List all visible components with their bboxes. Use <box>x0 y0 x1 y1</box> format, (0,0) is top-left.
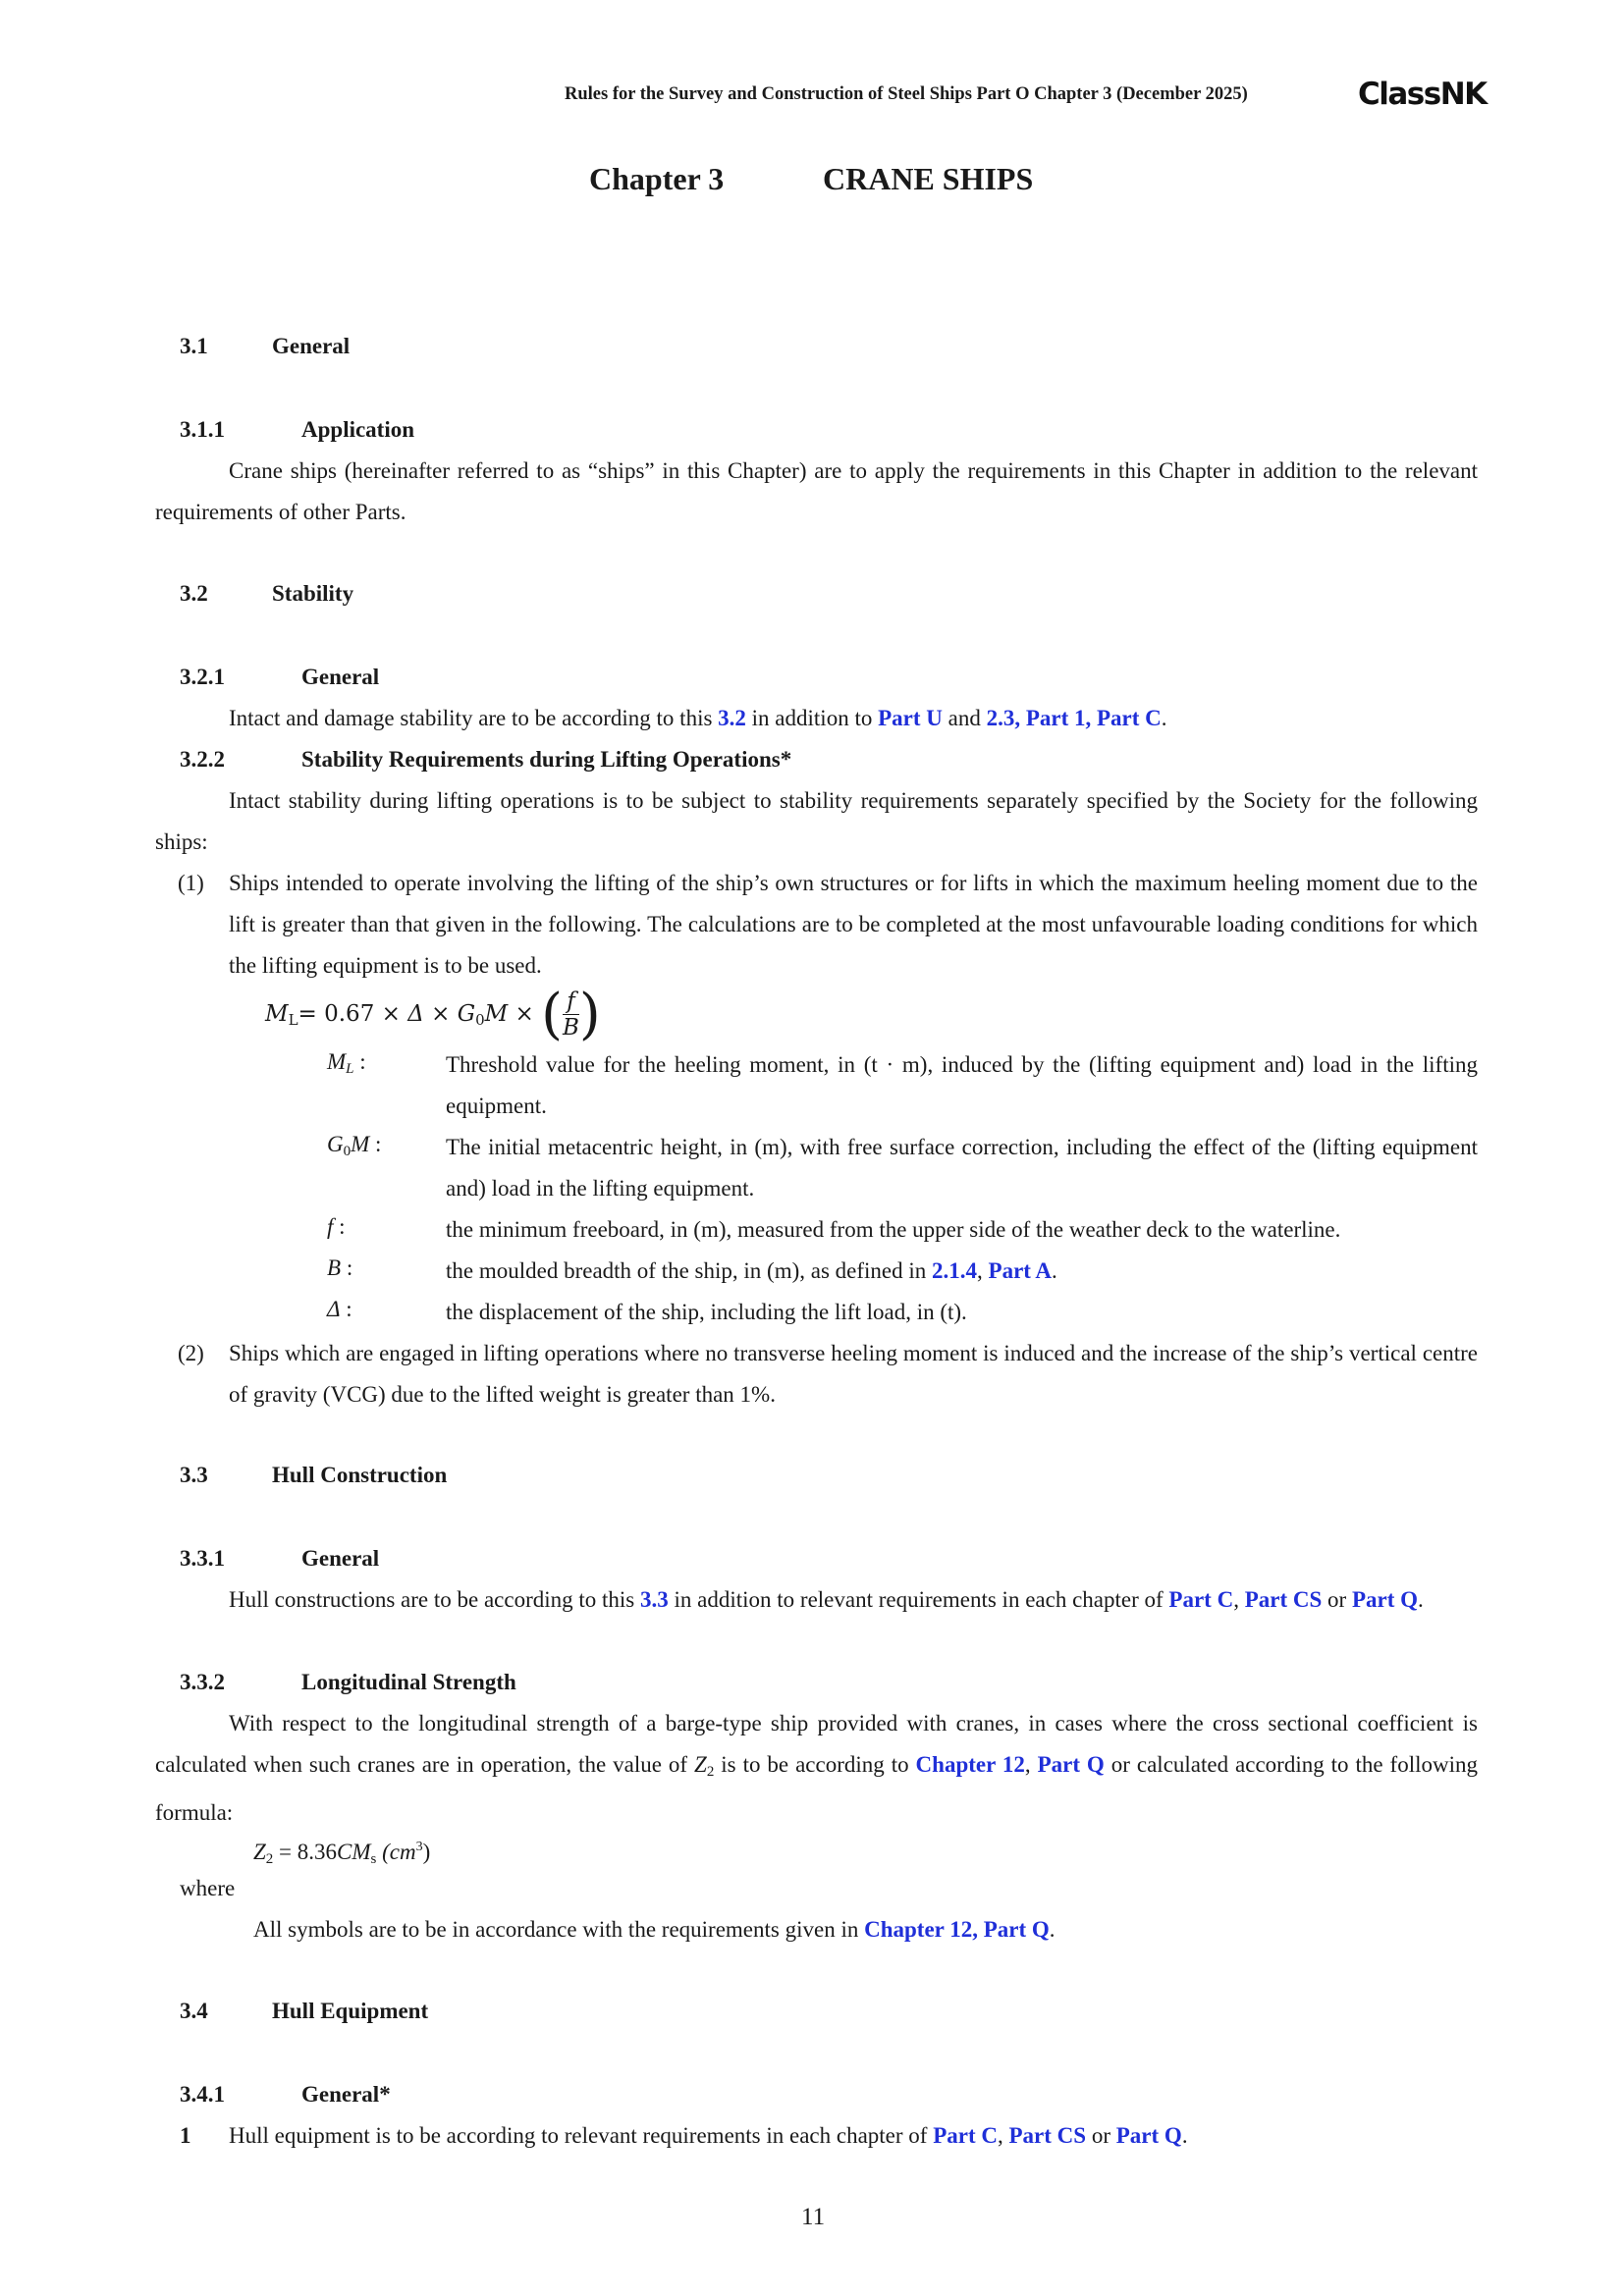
formula-operator: ) <box>422 1840 431 1864</box>
section-number: 3.3 <box>180 1463 208 1487</box>
cross-reference-link[interactable]: Part Q <box>1037 1752 1105 1777</box>
text-run: All symbols are to be in accordance with the requirements given in <box>253 1917 865 1942</box>
section-title: Stability <box>272 581 354 606</box>
symbol-colon: : <box>333 1214 346 1239</box>
formula-symbol: G <box>457 1001 476 1027</box>
text-run: or calculated according to the following formula: <box>155 1752 1478 1825</box>
definition-text: the minimum freeboard, in (m), measured from the upper side of the weather deck to the waterline. <box>446 1217 1341 1242</box>
text-run: and <box>942 706 987 730</box>
subsection-title: Application <box>301 417 415 442</box>
subsection-number: 3.2.2 <box>180 747 225 772</box>
subsection-title: General* <box>301 2082 391 2107</box>
cross-reference-link[interactable]: Part CS <box>1008 2123 1087 2148</box>
symbol-text: f <box>327 1214 334 1239</box>
formula-subscript: L <box>288 1011 298 1029</box>
symbol-text: G <box>327 1132 344 1156</box>
formula-symbol: CM <box>337 1840 371 1864</box>
right-paren: ) <box>578 983 601 1046</box>
formula-operator: × <box>508 1001 542 1027</box>
text-run: . <box>1161 706 1167 730</box>
hull-construction-paragraph <box>155 1579 1478 1621</box>
cross-reference-link[interactable]: 3.2 <box>718 706 746 730</box>
definition-text: Threshold value for the heeling moment, in (t · m), induced by the (lifting equipment and) load in the lifting equipment. <box>446 1052 1478 1118</box>
formula-symbol: Δ <box>407 1001 424 1027</box>
definition-symbol <box>327 1297 352 1322</box>
longitudinal-strength-paragraph <box>155 1703 1478 1834</box>
fraction-numerator: f <box>563 990 579 1015</box>
cross-reference-link[interactable]: 2.3, Part 1, Part C <box>986 706 1162 730</box>
application-paragraph: Crane ships (hereinafter referred to as “ships” in this Chapter) are to apply the requirements in this Chapter in addition to the relevant requirements of other Parts. <box>155 458 1478 524</box>
text-run: . <box>1418 1587 1424 1612</box>
list-item-label: (1) <box>178 871 204 895</box>
cross-reference-link[interactable]: Part C <box>1168 1587 1234 1612</box>
formula-symbol: Z <box>253 1840 266 1864</box>
cross-reference-link[interactable]: 3.3 <box>640 1587 669 1612</box>
subsection-title: General <box>301 1546 380 1571</box>
definition-symbol <box>327 1049 366 1078</box>
symbol-colon: : <box>353 1049 366 1074</box>
list-item-label: (2) <box>178 1341 204 1365</box>
text-run: , <box>998 2123 1009 2148</box>
where-label: where <box>180 1876 236 1900</box>
text-run: is to be according to <box>714 1752 916 1777</box>
symbol-text: M <box>351 1132 370 1156</box>
heeling-moment-formula <box>265 983 601 1046</box>
subsection-number: 3.3.2 <box>180 1670 225 1694</box>
symbol-colon: : <box>340 1297 352 1321</box>
definition-symbol <box>327 1132 381 1160</box>
chapter-title: CRANE SHIPS <box>823 161 1034 196</box>
text-run: , <box>1233 1587 1245 1612</box>
classnk-logo: ClassNK <box>1358 77 1487 112</box>
section-modulus-formula <box>253 1827 430 1880</box>
symbol-text: B <box>327 1255 342 1280</box>
list-item-text: Ships which are engaged in lifting operations where no transverse heeling moment is induced and the increase of the ship’s vertical centre of gravity (VCG) due to the lifted weight is greater than 1%. <box>229 1341 1478 1407</box>
text-run: . <box>1049 1917 1056 1942</box>
formula-unit: (cm <box>382 1840 416 1864</box>
symbol-colon: : <box>341 1255 353 1280</box>
section-number: 3.2 <box>180 581 208 606</box>
formula-operator: = 8.36 <box>273 1840 338 1864</box>
symbol-colon: : <box>369 1132 382 1156</box>
subsection-number: 3.4.1 <box>180 2082 225 2107</box>
text-run: , <box>1024 1752 1038 1777</box>
cross-reference-link[interactable]: Part Q <box>1351 1587 1418 1612</box>
formula-symbol: M <box>265 1001 289 1027</box>
formula-symbol: M <box>484 1001 509 1027</box>
list-item-text: Ships intended to operate involving the lifting of the ship’s own structures or for lifts in which the maximum heeling moment due to the lift is greater than that given in the following. The calculations are to be completed at the most unfavourable loading conditions for which the lifting equipment is to be used. <box>229 871 1478 978</box>
subsection-number: 3.3.1 <box>180 1546 225 1571</box>
formula-operator: × <box>423 1001 458 1027</box>
text-run: or <box>1086 2123 1116 2148</box>
symbol-subscript: 2 <box>706 1764 715 1780</box>
definition-text: The initial metacentric height, in (m), with free surface correction, including the effect of the (lifting equipment and) load in the lifting equipment. <box>446 1135 1478 1201</box>
text-run: , <box>977 1258 989 1283</box>
hull-equipment-paragraph <box>229 2115 1188 2157</box>
cross-reference-link[interactable]: Chapter 12, Part Q <box>864 1917 1050 1942</box>
text-run: Hull constructions are to be according to this <box>229 1587 641 1612</box>
cross-reference-link[interactable]: Part CS <box>1244 1587 1323 1612</box>
formula-exponent: 3 <box>415 1840 423 1854</box>
cross-reference-link[interactable]: Chapter 12 <box>915 1752 1025 1777</box>
left-paren: ( <box>541 983 563 1046</box>
text-run: in addition to <box>745 706 879 730</box>
text-run: . <box>1181 2123 1188 2148</box>
cross-reference-link[interactable]: 2.1.4 <box>932 1258 978 1283</box>
section-title: Hull Construction <box>272 1463 448 1487</box>
text-run: in addition to relevant requirements in each chapter of <box>668 1587 1169 1612</box>
subsection-title: Stability Requirements during Lifting Operations* <box>301 747 792 772</box>
cross-reference-link[interactable]: Part C <box>933 2123 998 2148</box>
symbols-note <box>253 1909 1056 1950</box>
symbol-subscript: 0 <box>343 1144 352 1159</box>
lifting-intro-paragraph: Intact stability during lifting operations is to be subject to stability requirements separately specified by the Society for the following ships: <box>155 788 1478 854</box>
cross-reference-link[interactable]: Part A <box>988 1258 1053 1283</box>
text-run: or <box>1322 1587 1352 1612</box>
section-number: 3.4 <box>180 1999 208 2023</box>
symbol-text: Δ <box>327 1297 341 1321</box>
text-run: With respect to the longitudinal strength of a barge-type ship provided with cranes, in cases where the cross sectional coefficient is calculated when such cranes are in operation, the value of <box>155 1711 1478 1777</box>
fraction-denominator: B <box>563 1015 579 1041</box>
fraction <box>563 990 579 1040</box>
cross-reference-link[interactable]: Part Q <box>1115 2123 1182 2148</box>
subsection-number: 3.1.1 <box>180 417 225 442</box>
text-run: Intact and damage stability are to be according to this <box>229 706 719 730</box>
section-title: Hull Equipment <box>272 1999 429 2023</box>
definition-text <box>446 1251 1478 1292</box>
definition-text: the displacement of the ship, including the lift load, in (t). <box>446 1300 967 1324</box>
formula-operator: = 0.67 × <box>298 1001 408 1027</box>
cross-reference-link[interactable]: Part U <box>878 706 943 730</box>
text-run: the moulded breadth of the ship, in (m), as defined in <box>446 1258 933 1283</box>
symbol-subscript: L <box>346 1061 354 1077</box>
text-run: Hull equipment is to be according to relevant requirements in each chapter of <box>229 2123 934 2148</box>
subsection-title: General <box>301 665 380 689</box>
symbol-text: Z <box>694 1752 707 1777</box>
definition-symbol <box>327 1214 346 1240</box>
symbol-text: M <box>327 1049 347 1074</box>
formula-subscript: 0 <box>475 1011 485 1029</box>
subsection-number: 3.2.1 <box>180 665 225 689</box>
stability-general-paragraph <box>229 698 1167 739</box>
paragraph-number: 1 <box>180 2123 191 2148</box>
page-number: 11 <box>801 2204 826 2230</box>
formula-subscript: 2 <box>265 1851 274 1867</box>
formula-subscript: s <box>370 1851 377 1867</box>
running-header: Rules for the Survey and Construction of Steel Ships Part O Chapter 3 (December 2025) <box>565 84 1248 104</box>
text-run: . <box>1052 1258 1057 1283</box>
section-number: 3.1 <box>180 334 208 358</box>
section-title: General <box>272 334 351 358</box>
definition-symbol <box>327 1255 352 1281</box>
subsection-title: Longitudinal Strength <box>301 1670 516 1694</box>
chapter-number: Chapter 3 <box>589 161 725 196</box>
